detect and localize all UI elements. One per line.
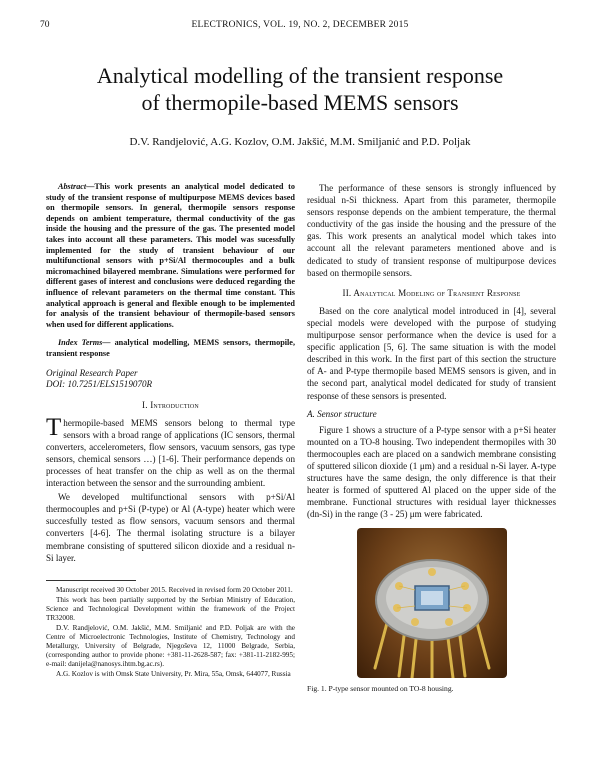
figure-sensor-photo	[357, 528, 507, 678]
right-intro-paragraph: The performance of these sensors is strongly influenced by residual n-Si thickness. Apart from this parameter, thermopile sensors response depends on the ambient temperature, the thermal conductivity of the gas inside the housing and the pressure of the gas. This work presents an analytical model which takes into account all the relevant parameters mentioned above and is dedicated to study of transient response of multipurpose devices based on thermopile sensors.	[307, 183, 556, 278]
footnotes	[46, 580, 295, 679]
right-column	[307, 182, 556, 696]
footnote-funding: This work has been partially supported by the Serbian Ministry of Education, Science and Technological Development within the framework of the Project TR32008.	[46, 595, 295, 622]
footnote-affiliation-2: A.G. Kozlov is with Omsk State University, Pr. Mira, 55a, Omsk, 644077, Russia	[56, 669, 291, 678]
abstract-text: —This work presents an analytical model dedicated to study of the transient response of multipurpose MEMS devices based on thermopile sensors. In general, thermopile sensors response depends on ambient temperature, thermal conductivity of the gas inside the housing and the pressure of the gas. The presented model takes into account all these parameters. This model was sucessfully implemented for the study of transient behaviour of our multifunctional sensors with p+Si/Al thermocouples and a bulk micromachined bilayered membrane. Simulations were performed for different gases of interest and conclusions were deduced regarding the influence of relevant parameters on the thermal time constant. This analytical approach is general and flexible enough to be implemented for analysis of the transient behaviour of thermopile-based sensors when used for different applications.	[46, 182, 295, 329]
title-line-1: Analytical modelling of the transient response	[96, 63, 504, 88]
left-column	[46, 182, 295, 680]
sensor-illustration	[357, 528, 507, 678]
page-number: 70	[40, 20, 50, 30]
index-terms-text: — analytical modelling, MEMS sensors, thermopile, transient response	[46, 338, 295, 358]
abstract	[46, 182, 295, 330]
modeling-paragraph-1: Based on the core analytical model introduced in [4], several special models were developed with the purpose of studying multipurpose sensor performance when the device is used for a specific application [5, 6]. The same situation is with the model described in this work. In the first part of this section the structure of A- and P-type thermopile based MEMS sensors is given, and in the second part, analytical model dedicated for study of transient response of these sensors is presented.	[307, 305, 556, 401]
paper-meta	[46, 368, 295, 391]
drop-cap: T	[46, 413, 62, 441]
title-line-2: of thermopile-based MEMS sensors	[141, 90, 459, 115]
intro-p1-text: hermopile-based MEMS sensors belong to thermal type sensors with a broad range of applications (IC sensors, thermal converters, accelerometers, flow sensors, vacuum sensors, gas type sensors, chemical sensors …) [1-6]. Their performance depends on processes of heat transfer on the chip as well as on the thermal interaction between the sensor and the surrounding ambient.	[46, 417, 295, 489]
section-heading-introduction: I. Introduction	[142, 399, 199, 410]
intro-paragraph-1	[46, 413, 295, 490]
paper-title	[50, 62, 550, 116]
figure-caption: Fig. 1. P-type sensor mounted on TO-8 housing.	[307, 684, 454, 694]
section-heading-modeling: II. Analytical Modeling of Transient Response	[342, 287, 521, 298]
footnote-affiliation-1: D.V. Randjelović, O.M. Jakšić, M.M. Smiljanić and P.D. Poljak are with the Centre of Microelectronic Technologies, Institute of Chemistry, Technology and Metallurgy, University of Belgrade, Njegoševa 12, 11000 Belgrade, Serbia, (corresponding author to provide phone: +381-11-2628-587; fax: +381-11-2182-995; e-mail: danijela@nanosys.ihtm.bg.ac.rs).	[46, 623, 295, 668]
paper-type: Original Research Paper	[46, 367, 138, 378]
index-terms	[46, 338, 295, 359]
index-terms-label: Index Terms	[58, 338, 103, 348]
doi: DOI: 10.7251/ELS1519070R	[46, 379, 153, 389]
author-list: D.V. Randjelović, A.G. Kozlov, O.M. Jakšić, M.M. Smiljanić and P.D. Poljak	[129, 136, 471, 148]
intro-paragraph-2: We developed multifunctional sensors with p+Si/Al thermocouples and p+Si (P-type) or Al (A-type) heater which were succesfully tested as flow sensors, vacuum sensors and thermal converters [4-6]. The thermal isolating structure is a bilayer membrane consisting of sputtered silicon dioxide and a residual n-Si layer.	[46, 492, 295, 563]
footnote-received: Manuscript received 30 October 2015. Received in revised form 20 October 2011.	[56, 585, 293, 594]
structure-paragraph: Figure 1 shows a structure of a P-type sensor with a p+Si heater mounted on a TO-8 housing. Two independent thermopiles with 30 thermocouples each are placed on a sandwich membrane consisting of sputtered silicon dioxide (1 μm) and a residual n-Si layer. A-type structures have the same design, the only difference is that their heater is formed of sputtered Al placed on the upper side of the membrane. Functional structures with residual layer thicknesses (dn-Si) in the range (3 - 25) μm were fabricated.	[307, 424, 556, 520]
footnote-rule	[46, 580, 136, 581]
subsection-heading-structure: A. Sensor structure	[307, 408, 377, 419]
abstract-label: Abstract	[58, 182, 87, 191]
journal-header: ELECTRONICS, VOL. 19, NO. 2, DECEMBER 2015	[191, 20, 409, 30]
